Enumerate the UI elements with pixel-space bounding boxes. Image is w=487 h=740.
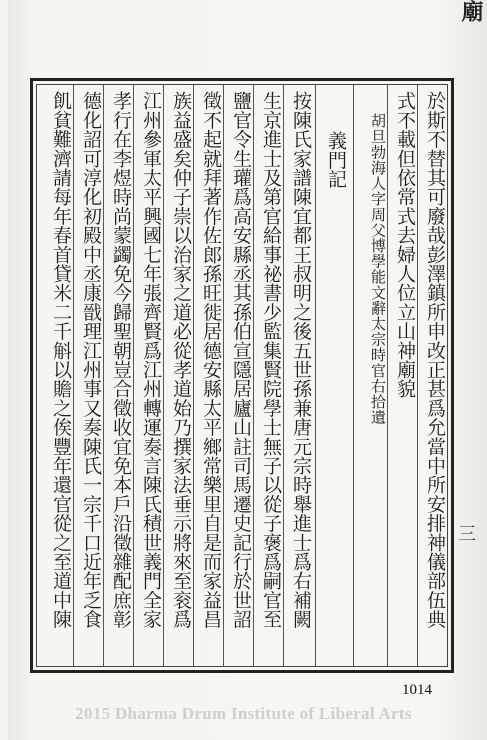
text-column-11: 孝行在李煜時尚蒙蠲免今歸聖朝豈合徵收宜免本戶沿徵雜配庶彰 [110, 91, 132, 629]
watermark: 2015 Dharma Drum Institute of Liberal Arts [75, 704, 412, 723]
text-frame [30, 78, 454, 673]
column-rule [253, 85, 254, 666]
text-column-1: 於斯不替其可廢哉彭澤鎮所申改正甚爲允當中所安排神儀部伍典 [424, 91, 446, 629]
column-rule [417, 85, 418, 666]
edge-mark [458, 520, 478, 534]
text-column-6: 生京進士及第官給事祕書少監集賢院學士無子以從子褒爲嗣官至 [260, 91, 282, 629]
text-column-9: 族益盛矣仲子崇以治家之道必從孝道始乃撰家法垂示將來至衮爲 [170, 91, 192, 629]
text-column-10: 江州參軍太平興國七年張齊賢爲江州轉運奏言陳氏積世義門全家 [140, 91, 162, 629]
column-rule [353, 85, 354, 666]
column-rule [193, 85, 194, 666]
text-column-2: 式不載但依常式去婦人位立山神廟貌 [394, 91, 416, 399]
page-number: 1014 [402, 682, 432, 698]
column-rule [315, 85, 316, 666]
text-column-7: 鹽官令生瓘爲高安縣丞其孫伯宣隱居廬山註司馬遷史記行於世詔 [230, 91, 252, 629]
text-frame-inner [36, 84, 448, 667]
text-column-12: 德化詔可淳化初殿中丞康戩理江州事又奏陳氏一宗千口近年乏食 [80, 91, 102, 629]
column-rule [223, 85, 224, 666]
column-rule [73, 85, 74, 666]
text-column-8: 徵不起就拜著作佐郎孫旺徙居德安縣太平鄉常樂里自是而家益昌 [200, 91, 222, 629]
section-title: 義門記 [325, 131, 347, 189]
column-rule [103, 85, 104, 666]
text-column-5: 按陳氏家譜陳宜都王叔明之後五世孫兼唐元宗時舉進士爲右補闕 [290, 91, 312, 629]
text-column-13: 飢貧難濟請每年春首貸米二千斛以贍之俟豐年還官從之至道中陳 [50, 91, 72, 629]
column-rule [163, 85, 164, 666]
column-rule [283, 85, 284, 666]
text-column-3: 胡旦勃海人字周父博學能文辭太宗時官右拾遺 [369, 113, 387, 425]
column-rule [387, 85, 388, 666]
column-rule [133, 85, 134, 666]
running-head: 廟 [458, 0, 484, 22]
